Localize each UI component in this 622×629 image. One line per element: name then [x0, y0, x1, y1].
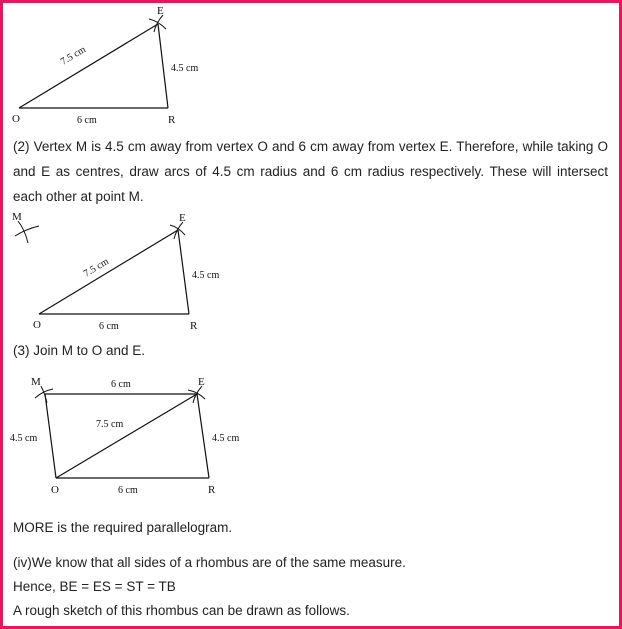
label-e: E	[157, 5, 164, 17]
diagonal-oe	[56, 394, 197, 478]
length-re: 4.5 cm	[212, 433, 240, 444]
label-m: M	[12, 211, 22, 223]
figure-parallelogram-more	[3, 3, 619, 503]
part-iv-text: (iv)We know that all sides of a rhombus are of the same measure.	[13, 555, 406, 570]
length-or: 6 cm	[77, 115, 97, 126]
length-or: 6 cm	[99, 321, 119, 332]
label-r: R	[168, 114, 176, 126]
side-re	[197, 394, 209, 478]
label-e: E	[179, 212, 186, 224]
hence-text: Hence, BE = ES = ST = TB	[13, 579, 176, 594]
label-e: E	[198, 376, 205, 388]
length-oe: 7.5 cm	[81, 256, 111, 280]
label-r: R	[208, 484, 216, 496]
length-oe: 7.5 cm	[96, 419, 124, 430]
step-2-text: (2) Vertex M is 4.5 cm away from vertex O and 6 cm away from vertex E. Therefore, while taking O and E as centres, draw arcs of 4.5 cm radius and 6 cm radius respectively. These will intersect each other at point M.	[13, 139, 608, 204]
length-mo: 4.5 cm	[10, 433, 38, 444]
length-re: 4.5 cm	[171, 63, 199, 74]
label-o: O	[12, 113, 20, 125]
length-or: 6 cm	[118, 485, 138, 496]
step-3-text: (3) Join M to O and E.	[13, 343, 146, 358]
label-o: O	[33, 319, 41, 331]
label-o: O	[51, 484, 59, 496]
length-oe: 7.5 cm	[58, 44, 88, 68]
length-me: 6 cm	[111, 379, 131, 390]
label-m: M	[31, 376, 41, 388]
sketch-text: A rough sketch of this rhombus can be drawn as follows.	[13, 603, 350, 618]
label-r: R	[190, 320, 198, 332]
length-re: 4.5 cm	[192, 270, 220, 281]
side-mo	[45, 394, 56, 478]
conclusion-text: MORE is the required parallelogram.	[13, 520, 233, 535]
